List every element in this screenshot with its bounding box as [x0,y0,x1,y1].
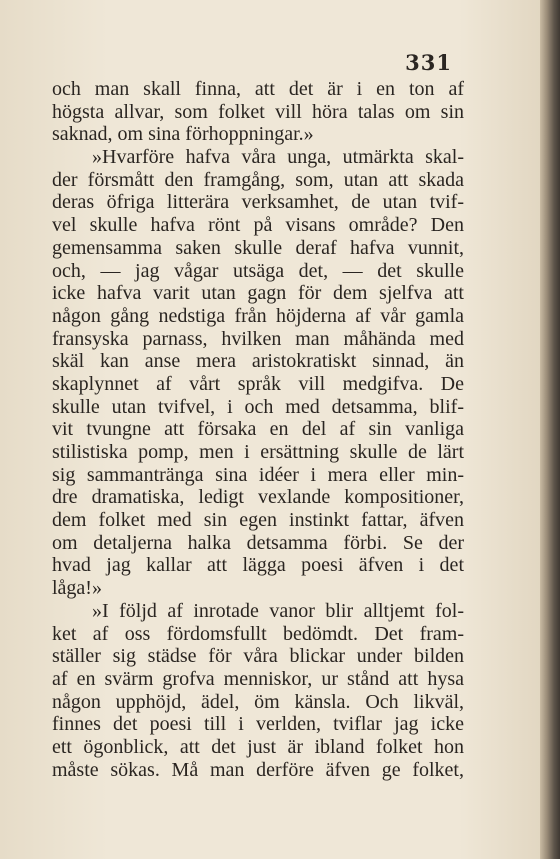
text-line: vit tvungne att försaka en del af sin vanliga [52,418,464,441]
page-number: 331 [405,50,452,75]
text-line: skaplynnet af vårt språk vill medgifva. De [52,372,464,395]
text-line: icke hafva varit utan gagn för dem sjelfva att [52,282,464,305]
text-line: »Hvarföre hafva våra unga, utmärkta skal- [92,146,464,169]
text-line: af en svärm grofva menniskor, ur stånd att hysa [52,667,464,690]
text-line: skulle utan tvifvel, i och med detsamma, blif- [52,395,464,418]
book-spine-edge [540,0,560,859]
body-text [52,78,464,781]
text-line: sig sammantränga sina idéer i mera eller min- [52,463,464,486]
text-line: saknad, om sina förhoppningar.» [52,123,314,146]
text-line: hvad jag kallar att lägga poesi äfven i det [52,554,464,577]
text-line: fransyska parnass, hvilken man måhända med [52,327,464,350]
text-line: stilistiska pomp, men i ersättning skulle de lärt [52,441,464,463]
text-line: någon gång nedstiga från höjderna af vår gamla [52,304,464,327]
text-line: måste sökas. Må man derföre äfven ge folket, [52,758,464,781]
text-line: gemensamma saken skulle deraf hafva vunnit, [52,236,464,259]
text-line: och man skall finna, att det är i en ton af [52,78,464,100]
text-line: der försmått den framgång, som, utan att skada [52,168,464,191]
text-line: högsta allvar, som folket vill höra talas om sin [52,100,464,123]
text-line: ställer sig städse för våra blickar under bilden [52,645,464,668]
text-line: ket af oss fördomsfullt bedömdt. Det fram- [52,622,464,645]
text-line: dre dramatiska, ledigt vexlande kompositioner, [52,486,464,509]
text-line: ett ögonblick, att det just är ibland folket hon [52,735,464,758]
text-line: och, — jag vågar utsäga det, — det skulle [52,259,464,282]
text-line: låga!» [52,577,102,600]
text-line: deras öfriga litterära verksamhet, de utan tvif- [52,191,464,214]
text-line: dem folket med sin egen instinkt fattar, äfven [52,509,464,532]
text-line: vel skulle hafva rönt på visans område? Den [52,214,464,237]
text-line: »I följd af inrotade vanor blir alltjemt fol- [92,599,464,622]
text-line: finnes det poesi till i verlden, tviflar jag icke [52,713,464,736]
text-line: om detaljerna halka detsamma förbi. Se der [52,531,464,554]
text-line: någon upphöjd, ädel, öm känsla. Och likväl, [52,690,464,713]
text-line: skäl kan anse mera aristokratiskt sinnad, än [52,350,464,373]
